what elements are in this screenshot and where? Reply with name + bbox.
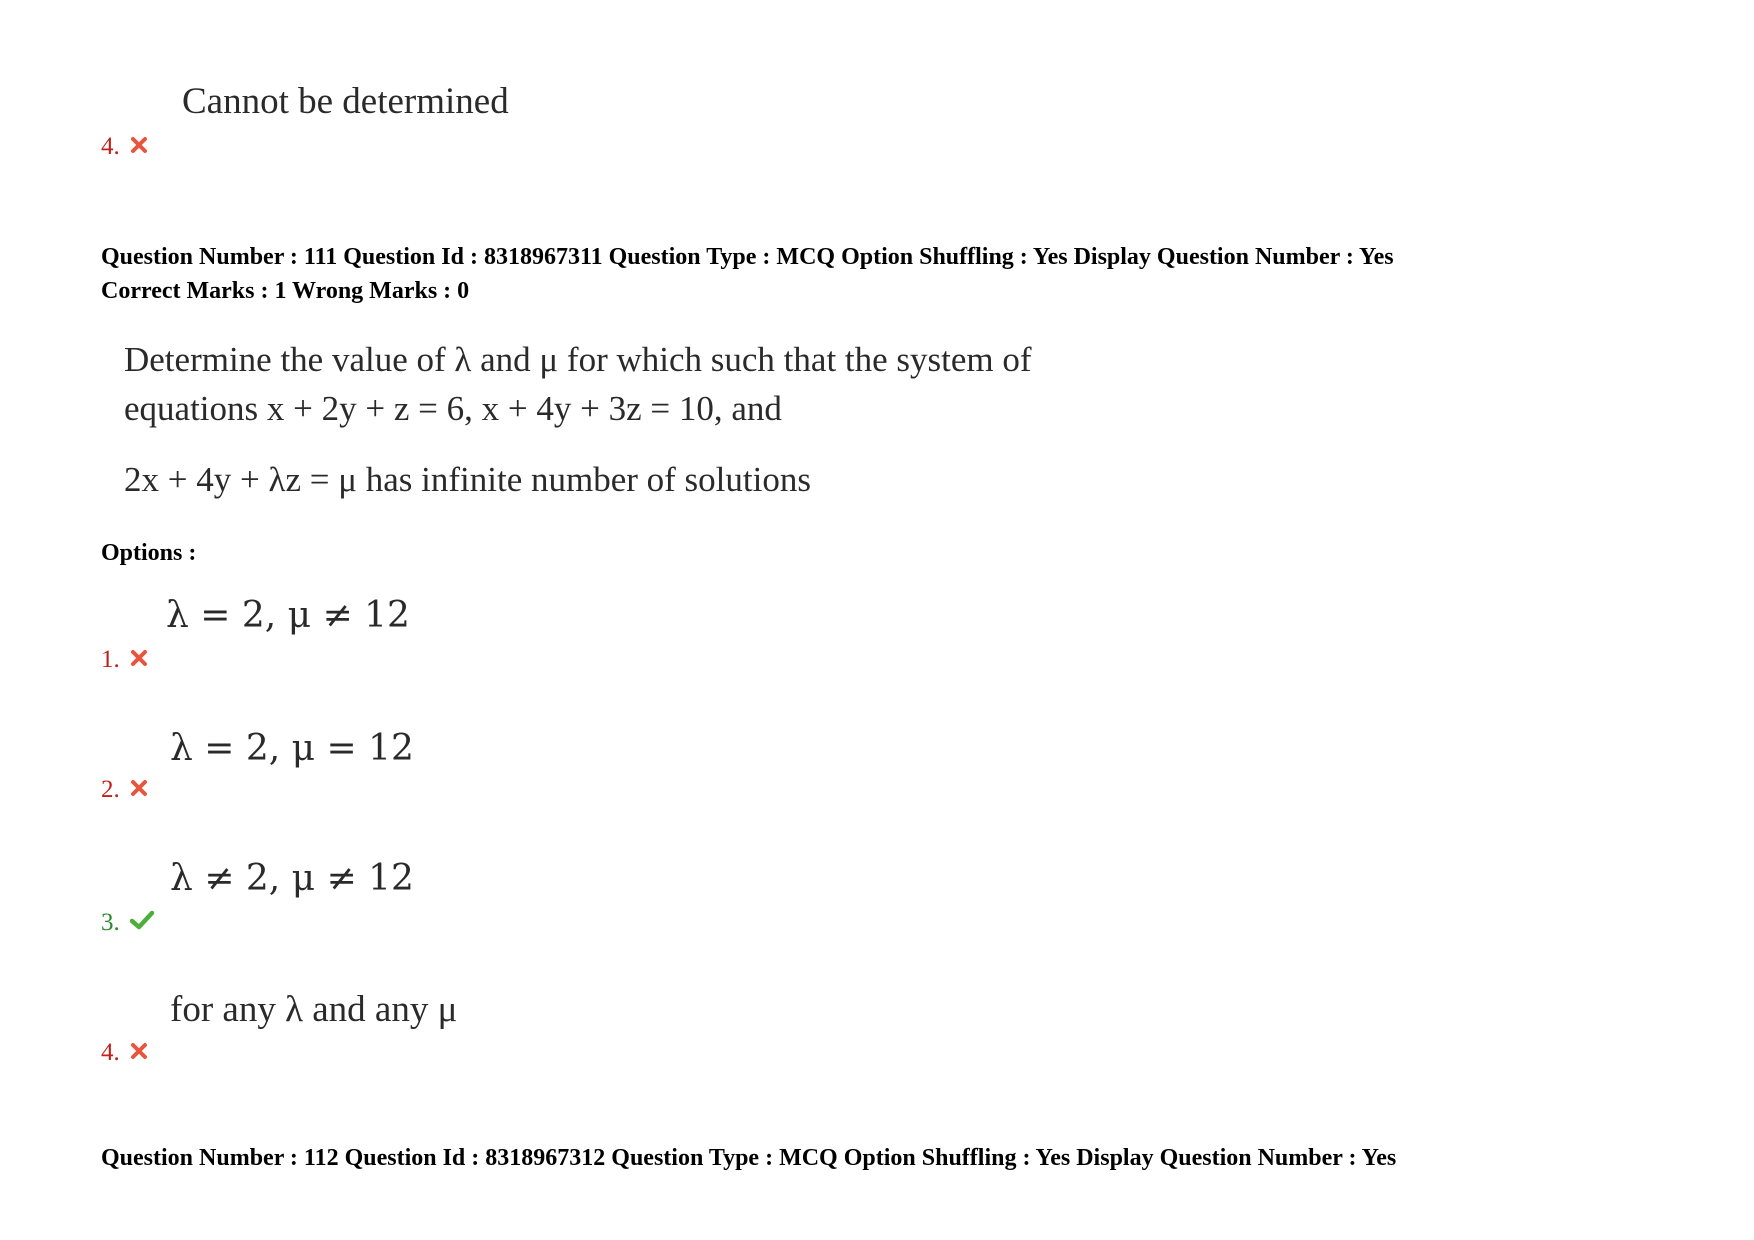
question-112-meta: Question Number : 112 Question Id : 8318967312 Question Type : MCQ Option Shuffling : Yes Display Question Number : Yes: [101, 1145, 1397, 1171]
option-number: 3.: [101, 909, 120, 936]
question-meta-line: Question Number : 111 Question Id : 8318967311 Question Type : MCQ Option Shuffling : Yes Display Question Number : Yes: [101, 244, 1394, 270]
option-2-text: λ = 2, μ = 12: [170, 728, 414, 769]
question-text-line-1: Determine the value of λ and μ for which such that the system of: [124, 340, 1032, 379]
option-3-number: [101, 909, 154, 937]
option-1-text: λ = 2, μ ≠ 12: [166, 595, 410, 636]
cross-icon: [130, 646, 148, 674]
check-icon: [130, 909, 154, 937]
option-number: 2.: [101, 776, 120, 803]
option-4-number: [101, 1039, 148, 1067]
option-3-text: λ ≠ 2, μ ≠ 12: [170, 858, 414, 899]
marks-line: Correct Marks : 1 Wrong Marks : 0: [101, 278, 470, 304]
question-text-line-3: 2x + 4y + λz = μ has infinite number of solutions: [124, 460, 811, 499]
option-4-text: for any λ and any μ: [170, 989, 458, 1030]
cross-icon: [130, 776, 148, 804]
option-1-number: [101, 646, 148, 674]
option-number: 1.: [101, 646, 120, 673]
options-label: Options :: [101, 540, 197, 566]
cross-icon: [130, 1039, 148, 1067]
option-number: 4.: [101, 1039, 120, 1066]
option-number: 4.: [101, 133, 120, 160]
cross-icon: [130, 133, 148, 161]
prev-option-4-number: [101, 133, 148, 161]
option-2-number: [101, 776, 148, 804]
question-111-meta: [101, 240, 1394, 308]
question-text-line-2: equations x + 2y + z = 6, x + 4y + 3z = 10, and: [124, 389, 782, 428]
prev-option-4-text: Cannot be determined: [182, 81, 509, 122]
